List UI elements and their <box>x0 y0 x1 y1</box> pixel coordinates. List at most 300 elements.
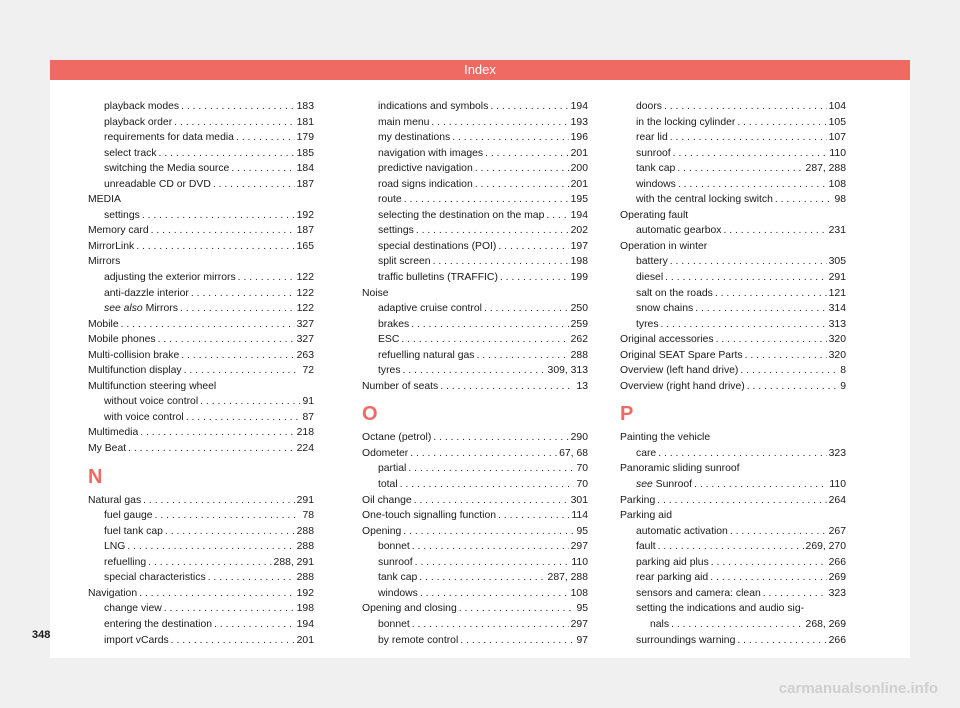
index-entry-page: 193 <box>570 116 588 128</box>
index-entry[interactable] <box>88 208 314 224</box>
index-entry[interactable] <box>88 177 314 193</box>
index-entry-term: bonnet <box>378 541 410 553</box>
dot-leader <box>661 317 827 333</box>
index-entry-term: Multifunction display <box>88 365 182 377</box>
index-entry[interactable] <box>362 239 588 255</box>
index-entry-term: windows <box>378 587 418 599</box>
index-entry-term: Multi-collision brake <box>88 349 180 361</box>
dot-leader <box>181 99 295 115</box>
index-entry-term: tank cap <box>378 572 418 584</box>
index-entry[interactable] <box>362 430 588 446</box>
index-entry-page: 198 <box>296 603 314 615</box>
index-entry[interactable] <box>88 570 314 586</box>
index-entry-page: 114 <box>571 510 588 522</box>
dot-leader <box>710 570 826 586</box>
index-entry-term: road signs indication <box>378 178 473 190</box>
index-entry-page: 199 <box>570 272 588 284</box>
index-entry[interactable] <box>88 363 314 379</box>
dot-leader <box>164 601 295 617</box>
index-entry-page: 201 <box>570 147 588 159</box>
index-entry-term: settings <box>104 209 140 221</box>
index-entry-term-text: Mirrors <box>145 303 178 315</box>
index-entry-term-text: Sunroof <box>655 479 693 491</box>
index-entry-term: Multimedia <box>88 427 139 439</box>
section-title: Index <box>464 62 496 77</box>
dot-leader <box>476 348 568 364</box>
index-entry-page: 309, 313 <box>547 365 588 377</box>
index-entry-term: One-touch signalling function <box>362 510 497 522</box>
index-entry-term: Navigation <box>88 587 138 599</box>
index-entry-term: navigation with images <box>378 147 484 159</box>
index-entry-page: 187 <box>296 178 314 190</box>
index-entry-term: windows <box>636 178 676 190</box>
index-entry-page: 320 <box>828 349 846 361</box>
index-entry-page: 297 <box>570 618 588 630</box>
dot-leader <box>670 130 827 146</box>
index-entry[interactable] <box>620 286 846 302</box>
dot-leader <box>414 493 569 509</box>
index-entry[interactable] <box>620 177 846 193</box>
dot-leader <box>657 493 826 509</box>
dot-leader <box>677 161 803 177</box>
index-entry-term: playback modes <box>104 101 180 112</box>
index-entry-term: refuelling <box>104 556 147 568</box>
index-entry[interactable] <box>88 130 314 146</box>
index-entry[interactable] <box>620 617 846 633</box>
dot-leader <box>148 555 271 571</box>
index-entry[interactable] <box>362 601 588 617</box>
index-entry[interactable] <box>362 508 588 524</box>
index-entry[interactable] <box>362 379 588 395</box>
index-entry-page: 122 <box>296 272 314 284</box>
index-entry[interactable] <box>88 394 314 410</box>
index-entry-term: doors <box>636 101 662 112</box>
index-entry-page: 202 <box>570 225 588 237</box>
index-entry[interactable] <box>362 555 588 571</box>
index-entry-page: 70 <box>576 479 588 491</box>
index-entry-term: rear parking aid <box>636 572 709 584</box>
index-entry[interactable] <box>88 539 314 555</box>
dot-leader <box>670 254 827 270</box>
index-entry[interactable] <box>362 332 588 348</box>
index-entry-page: 121 <box>828 287 846 299</box>
index-entry[interactable] <box>620 192 846 208</box>
index-entry-term: parking aid plus <box>636 556 709 568</box>
index-entry-term: rear lid <box>636 132 668 144</box>
dot-leader <box>412 539 569 555</box>
index-entry-page: 269, 270 <box>805 541 846 553</box>
dot-leader <box>671 617 803 633</box>
index-entry-page: 13 <box>576 380 588 392</box>
index-entry[interactable] <box>88 286 314 302</box>
index-entry[interactable] <box>88 348 314 364</box>
index-entry[interactable] <box>620 524 846 540</box>
index-entry[interactable] <box>362 633 588 649</box>
index-heading: Operation in winter <box>620 240 708 252</box>
index-column-3 <box>620 99 846 648</box>
index-entry[interactable] <box>362 192 588 208</box>
dot-leader <box>139 586 295 602</box>
index-entry-page: 264 <box>828 494 846 506</box>
index-entry-page: 288 <box>296 525 314 537</box>
dot-leader <box>498 508 569 524</box>
index-entry-page: 291 <box>296 494 314 506</box>
index-entry-term: Opening <box>362 525 402 537</box>
index-entry[interactable] <box>362 223 588 239</box>
index-entry[interactable] <box>362 115 588 131</box>
index-entry-term: tyres <box>378 365 401 377</box>
dot-leader <box>174 115 295 131</box>
dot-leader <box>231 161 294 177</box>
index-entry-term: sunroof <box>378 556 413 568</box>
dot-leader <box>403 524 574 540</box>
index-entry-page: 8 <box>840 365 846 377</box>
index-entry[interactable] <box>620 477 846 493</box>
index-entry-term: Mobile phones <box>88 334 156 346</box>
dot-leader <box>419 570 545 586</box>
index-entry-page: 9 <box>840 380 846 392</box>
index-entry-page: 201 <box>296 634 314 646</box>
index-heading: Painting the vehicle <box>620 432 711 444</box>
index-entry[interactable] <box>362 177 588 193</box>
index-entry[interactable] <box>362 617 588 633</box>
index-entry-term: Odometer <box>362 447 409 459</box>
index-entry-term: anti-dazzle interior <box>104 287 189 299</box>
index-entry[interactable] <box>362 146 588 162</box>
index-entry-term: adjusting the exterior mirrors <box>104 272 236 284</box>
index-entry-page: 78 <box>302 510 314 522</box>
dot-leader <box>673 146 828 162</box>
index-entry-page: 218 <box>296 427 314 439</box>
index-entry[interactable] <box>362 570 588 586</box>
index-entry[interactable] <box>620 332 846 348</box>
index-entry-page: 288, 291 <box>273 556 314 568</box>
index-entry-page: 105 <box>828 116 846 128</box>
index-entry-term: import vCards <box>104 634 169 646</box>
index-heading: MEDIA <box>88 194 121 206</box>
index-column-1 <box>88 99 314 648</box>
dot-leader <box>485 146 569 162</box>
index-entry-page: 262 <box>570 334 588 346</box>
index-entry-page: 288 <box>296 572 314 584</box>
dot-leader <box>433 430 568 446</box>
dot-leader <box>711 555 827 571</box>
index-entry[interactable] <box>362 586 588 602</box>
index-entry-term: diesel <box>636 272 664 284</box>
dot-leader <box>459 601 575 617</box>
index-entry-page: 67, 68 <box>559 447 588 459</box>
index-entry-term: split screen <box>378 256 431 268</box>
index-entry-page: 263 <box>296 349 314 361</box>
index-entry[interactable] <box>362 477 588 493</box>
index-entry-page: 267 <box>828 525 846 537</box>
index-letter-heading: O <box>362 403 378 426</box>
index-entry[interactable] <box>620 539 846 555</box>
index-entry[interactable] <box>88 524 314 540</box>
index-entry-term: unreadable CD or DVD <box>104 178 211 190</box>
dot-leader <box>500 270 569 286</box>
index-entry-page: 313 <box>828 318 846 330</box>
index-entry[interactable] <box>88 301 314 317</box>
index-entry[interactable] <box>88 317 314 333</box>
index-entry[interactable] <box>362 461 588 477</box>
index-entry-term: settings <box>378 225 414 237</box>
dot-leader <box>410 446 557 462</box>
index-entry[interactable] <box>88 410 314 426</box>
dot-leader <box>475 177 569 193</box>
index-entry[interactable] <box>362 161 588 177</box>
dot-leader <box>658 446 826 462</box>
index-entry-page: 200 <box>570 163 588 175</box>
index-entry-page: 91 <box>302 396 314 408</box>
index-entry-page: 194 <box>570 209 588 221</box>
index-entry[interactable] <box>620 146 846 162</box>
index-heading: Multifunction steering wheel <box>88 380 217 392</box>
index-entry[interactable] <box>88 586 314 602</box>
index-entry[interactable] <box>88 633 314 649</box>
index-entry[interactable] <box>620 555 846 571</box>
dot-leader <box>181 348 294 364</box>
dot-leader <box>140 425 294 441</box>
index-entry-term: Overview (right hand drive) <box>620 380 745 392</box>
see-reference: see <box>636 479 653 491</box>
index-entry[interactable] <box>88 493 314 509</box>
index-heading: Parking aid <box>620 510 672 522</box>
index-entry-page: 197 <box>570 240 588 252</box>
index-entry[interactable] <box>362 301 588 317</box>
index-entry[interactable] <box>620 130 846 146</box>
index-entry[interactable] <box>88 441 314 457</box>
index-entry[interactable] <box>362 539 588 555</box>
index-entry[interactable] <box>620 115 846 131</box>
index-entry-term: Memory card <box>88 225 149 237</box>
index-entry-page: 297 <box>570 541 588 553</box>
dot-leader <box>665 270 827 286</box>
index-column-2 <box>362 99 588 648</box>
index-entry-page: 108 <box>570 587 588 599</box>
index-entry[interactable] <box>88 146 314 162</box>
index-entry[interactable] <box>620 254 846 270</box>
index-entry[interactable] <box>362 524 588 540</box>
dot-leader <box>151 223 295 239</box>
dot-leader <box>158 332 295 348</box>
index-entry[interactable] <box>362 99 588 115</box>
dot-leader <box>214 617 295 633</box>
index-entry-page: 192 <box>296 209 314 221</box>
index-entry[interactable] <box>362 446 588 462</box>
dot-leader <box>695 301 826 317</box>
index-entry-page: 288 <box>570 349 588 361</box>
dot-leader <box>452 130 568 146</box>
dot-leader <box>460 633 574 649</box>
dot-leader <box>238 270 295 286</box>
dot-leader <box>737 633 826 649</box>
index-entry-term: salt on the roads <box>636 287 713 299</box>
dot-leader <box>171 633 295 649</box>
dot-leader <box>180 301 295 317</box>
index-entry[interactable] <box>362 130 588 146</box>
index-entry[interactable] <box>88 270 314 286</box>
index-entry-page: 87 <box>302 411 314 423</box>
index-entry[interactable] <box>362 208 588 224</box>
dot-leader <box>403 363 546 379</box>
index-entry[interactable] <box>88 115 314 131</box>
index-entry-term: Original SEAT Spare Parts <box>620 349 743 361</box>
index-entry[interactable] <box>88 617 314 633</box>
dot-leader <box>745 348 827 364</box>
index-entry-term: brakes <box>378 318 410 330</box>
dot-leader <box>664 99 827 115</box>
index-entry[interactable] <box>362 493 588 509</box>
index-entry-page: 287, 288 <box>547 572 588 584</box>
index-entry[interactable] <box>88 332 314 348</box>
index-entry-term: battery <box>636 256 668 268</box>
index-letter-heading: N <box>88 465 103 488</box>
index-entry[interactable] <box>88 601 314 617</box>
index-entry-term: tyres <box>636 318 659 330</box>
index-entry-term: Original accessories <box>620 334 714 346</box>
dot-leader <box>415 555 570 571</box>
index-entry-term: with voice control <box>104 411 184 423</box>
index-entry-term <box>636 477 692 493</box>
dot-leader <box>408 461 574 477</box>
dot-leader <box>412 617 569 633</box>
index-entry[interactable] <box>88 99 314 115</box>
dot-leader <box>716 332 827 348</box>
index-entry-term: Opening and closing <box>362 603 457 615</box>
index-entry-page: 250 <box>570 303 588 315</box>
index-entry-page: 194 <box>296 618 314 630</box>
index-entry[interactable] <box>88 239 314 255</box>
index-entry[interactable] <box>88 161 314 177</box>
index-entry-term: bonnet <box>378 618 410 630</box>
index-entry-page: 287, 288 <box>805 163 846 175</box>
index-entry-term: requirements for data media <box>104 132 234 144</box>
index-entry-term: tank cap <box>636 163 676 175</box>
see-reference: see also <box>104 303 143 315</box>
index-entry-page: 187 <box>296 225 314 237</box>
index-entry[interactable] <box>88 508 314 524</box>
index-entry[interactable] <box>362 363 588 379</box>
index-entry[interactable] <box>620 301 846 317</box>
index-entry-page: 108 <box>828 178 846 190</box>
dot-leader <box>420 586 569 602</box>
index-entry[interactable] <box>362 270 588 286</box>
index-entry-term: Mobile <box>88 318 119 330</box>
dot-leader <box>694 477 827 493</box>
index-entry-term: automatic gearbox <box>636 225 722 237</box>
index-entry-page: 122 <box>296 287 314 299</box>
index-entry-term: in the locking cylinder <box>636 116 736 128</box>
index-entry-page: 104 <box>828 101 846 112</box>
dot-leader <box>127 539 294 555</box>
index-entry-term: total <box>378 479 398 491</box>
index-entry-page: 327 <box>296 334 314 346</box>
index-entry-page: 288 <box>296 541 314 553</box>
dot-leader <box>411 317 568 333</box>
index-entry[interactable] <box>362 254 588 270</box>
index-entry-page: 323 <box>828 447 846 459</box>
dot-leader <box>191 286 295 302</box>
index-entry-term: special destinations (POI) <box>378 240 497 252</box>
index-entry-term: my destinations <box>378 132 451 144</box>
dot-leader <box>658 539 804 555</box>
index-entry-page: 268, 269 <box>805 618 846 630</box>
index-entry[interactable] <box>620 446 846 462</box>
index-entry[interactable] <box>620 348 846 364</box>
index-entry-term: without voice control <box>104 396 199 408</box>
index-entry-page: 107 <box>828 132 846 144</box>
index-entry-term: care <box>636 447 657 459</box>
dot-leader <box>155 508 301 524</box>
index-entry-page: 181 <box>296 116 314 128</box>
index-entry[interactable] <box>620 223 846 239</box>
index-entry[interactable] <box>620 161 846 177</box>
index-entry[interactable] <box>620 99 846 115</box>
dot-leader <box>416 223 569 239</box>
index-entry-term: with the central locking switch <box>636 194 773 206</box>
index-entry-page: 266 <box>828 634 846 646</box>
index-entry-page: 301 <box>570 494 588 506</box>
index-entry-term: sunroof <box>636 147 671 159</box>
index-heading: Noise <box>362 287 389 299</box>
index-entry-term: selecting the destination on the map <box>378 209 545 221</box>
index-entry-term: change view <box>104 603 162 615</box>
index-entry-page: 196 <box>570 132 588 144</box>
index-entry-page: 291 <box>828 272 846 284</box>
index-entry[interactable] <box>620 317 846 333</box>
index-entry-page: 323 <box>828 587 846 599</box>
index-entry-term: refuelling natural gas <box>378 349 475 361</box>
index-entry[interactable] <box>620 633 846 649</box>
index-entry-term: MirrorLink <box>88 240 135 252</box>
dot-leader <box>484 301 569 317</box>
index-entry-term: playback order <box>104 116 173 128</box>
dot-leader <box>208 570 295 586</box>
index-entry-term: special characteristics <box>104 572 206 584</box>
index-entry[interactable] <box>620 586 846 602</box>
index-entry[interactable] <box>620 363 846 379</box>
index-entry[interactable] <box>620 379 846 395</box>
dot-leader <box>678 177 827 193</box>
index-entry[interactable] <box>362 348 588 364</box>
dot-leader <box>431 115 568 131</box>
index-entry-term: nals <box>650 618 670 630</box>
index-entry-page: 305 <box>828 256 846 268</box>
dot-leader <box>121 317 295 333</box>
index-entry[interactable] <box>88 223 314 239</box>
index-entry[interactable] <box>620 270 846 286</box>
index-entry-term: fuel gauge <box>104 510 153 522</box>
index-entry-page: 98 <box>834 194 846 206</box>
dot-leader <box>715 286 827 302</box>
index-entry-page: 192 <box>296 587 314 599</box>
dot-leader <box>128 441 295 457</box>
index-entry[interactable] <box>88 425 314 441</box>
index-entry[interactable] <box>362 317 588 333</box>
dot-leader <box>143 493 295 509</box>
index-entry[interactable] <box>620 570 846 586</box>
index-entry-term: route <box>378 194 402 206</box>
dot-leader <box>490 99 568 115</box>
index-entry-term: adaptive cruise control <box>378 303 482 315</box>
dot-leader <box>546 208 568 224</box>
index-entry[interactable] <box>88 555 314 571</box>
index-entry-page: 290 <box>570 432 588 444</box>
index-entry-term <box>104 301 178 317</box>
index-entry[interactable] <box>620 493 846 509</box>
index-entry-page: 72 <box>302 365 314 377</box>
